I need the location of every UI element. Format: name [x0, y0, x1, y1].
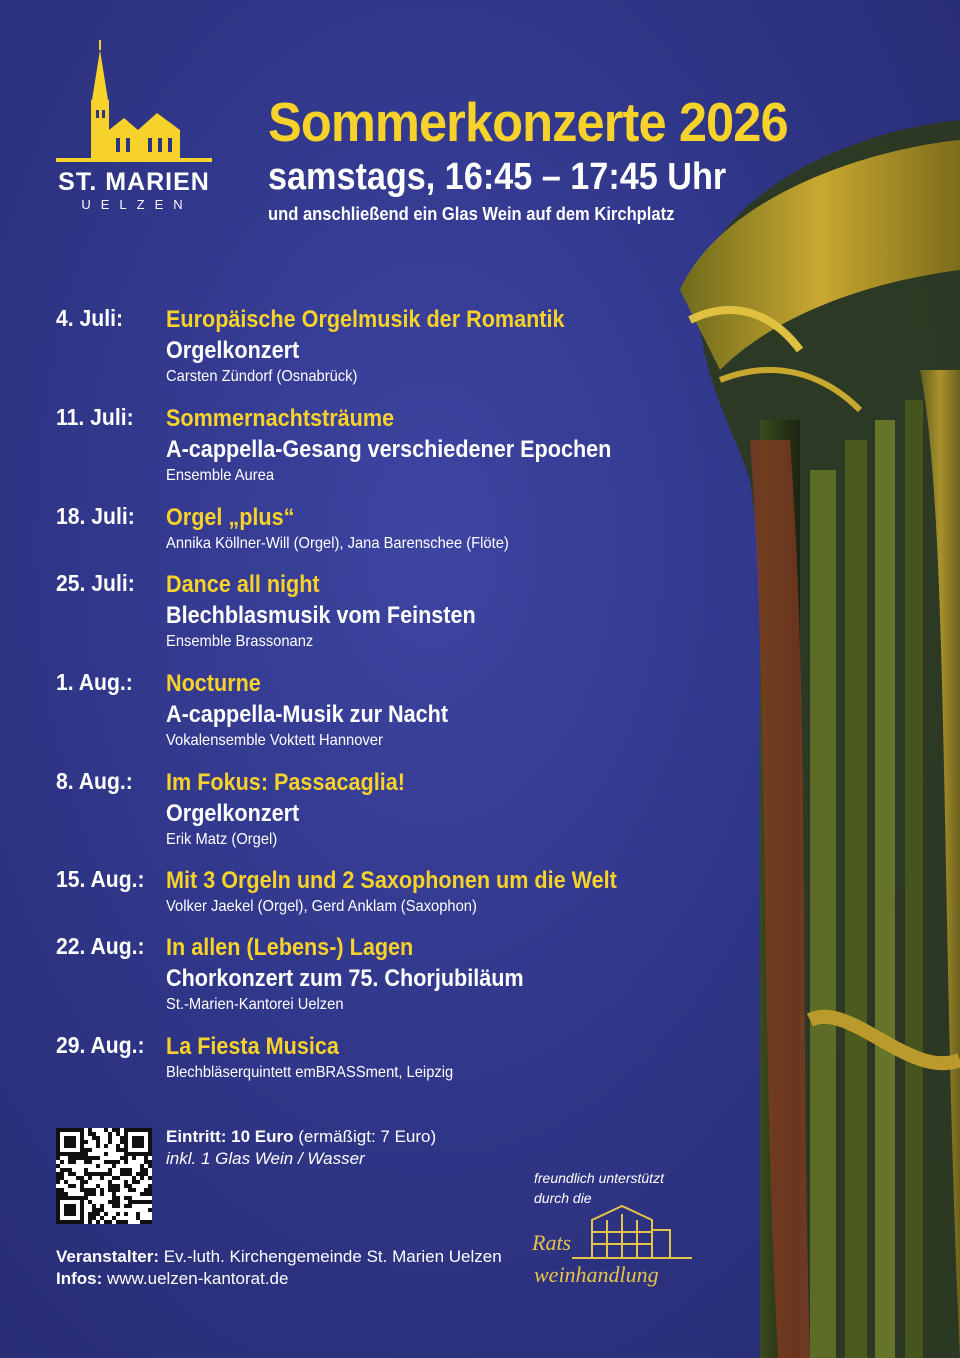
- logo-name: ST. MARIEN: [58, 168, 210, 196]
- price-label: Eintritt: 10 Euro: [166, 1127, 294, 1146]
- event-subtitle: Orgelkonzert: [166, 800, 300, 827]
- poster-title: Sommerkonzerte 2026: [268, 91, 788, 153]
- event-subtitle: A-cappella-Gesang verschiedener Epochen: [166, 436, 612, 463]
- wine-note: und anschließend ein Glas Wein auf dem Kirchplatz: [268, 204, 675, 224]
- event-subtitle: Orgelkonzert: [166, 337, 300, 364]
- event-subtitle: Chorkonzert zum 75. Chorjubiläum: [166, 965, 524, 992]
- event-performer: Vokalensemble Voktett Hannover: [166, 732, 383, 749]
- event-title: La Fiesta Musica: [166, 1033, 339, 1060]
- organizer-name: Ev.-luth. Kirchengemeinde St. Marien Uelzen: [159, 1247, 502, 1266]
- event-title: Mit 3 Orgeln und 2 Saxophonen um die Welt: [166, 867, 617, 894]
- event-subtitle: Blechblasmusik vom Feinsten: [166, 602, 476, 629]
- event-performer: Ensemble Brassonanz: [166, 633, 314, 650]
- event-date: 22. Aug.:: [56, 933, 145, 959]
- event-title: Nocturne: [166, 670, 261, 697]
- qr-code-icon[interactable]: [56, 1128, 152, 1224]
- price-includes: inkl. 1 Glas Wein / Wasser: [166, 1149, 365, 1168]
- sponsor-line-1: freundlich unterstützt: [534, 1170, 664, 1186]
- sponsor-name-1: Rats: [532, 1230, 572, 1255]
- event-performer: Carsten Zündorf (Osnabrück): [166, 368, 358, 385]
- event-title: Dance all night: [166, 571, 320, 598]
- event-performer: Ensemble Aurea: [166, 467, 275, 484]
- event-performer: St.-Marien-Kantorei Uelzen: [166, 996, 344, 1013]
- event-date: 29. Aug.:: [56, 1032, 145, 1058]
- event-title: Orgel „plus“: [166, 504, 295, 531]
- event-title: Sommernachtsträume: [166, 405, 395, 432]
- event-performer: Annika Köllner-Will (Orgel), Jana Barenschee (Flöte): [166, 535, 509, 552]
- price-info: [166, 1126, 436, 1170]
- sponsor-line-2: durch die: [534, 1190, 592, 1206]
- event-title: In allen (Lebens-) Lagen: [166, 934, 414, 961]
- event-date: 15. Aug.:: [56, 866, 145, 892]
- event-date: 8. Aug.:: [56, 768, 133, 794]
- event-subtitle: A-cappella-Musik zur Nacht: [166, 701, 449, 728]
- event-date: 11. Juli:: [56, 404, 134, 430]
- info-label: Infos:: [56, 1269, 103, 1288]
- organizer-info: [56, 1246, 502, 1290]
- event-performer: Blechbläserquintett emBRASSment, Leipzig: [166, 1064, 454, 1081]
- event-performer: Volker Jaekel (Orgel), Gerd Anklam (Saxophon): [166, 898, 477, 915]
- event-date: 18. Juli:: [56, 503, 135, 529]
- organ-illustration: [660, 120, 960, 1358]
- price-reduced: (ermäßigt: 7 Euro): [293, 1127, 437, 1146]
- event-date: 4. Juli:: [56, 305, 124, 331]
- event-title: Im Fokus: Passacaglia!: [166, 769, 405, 796]
- event-performer: Erik Matz (Orgel): [166, 831, 278, 848]
- schedule-time: samstags, 16:45 – 17:45 Uhr: [268, 156, 727, 198]
- event-date: 1. Aug.:: [56, 669, 133, 695]
- sponsor-name-2: weinhandlung: [534, 1262, 659, 1287]
- event-date: 25. Juli:: [56, 570, 135, 596]
- logo-town: UELZEN: [81, 197, 193, 212]
- info-url[interactable]: www.uelzen-kantorat.de: [102, 1269, 289, 1288]
- event-title: Europäische Orgelmusik der Romantik: [166, 306, 565, 333]
- organizer-label: Veranstalter:: [56, 1247, 159, 1266]
